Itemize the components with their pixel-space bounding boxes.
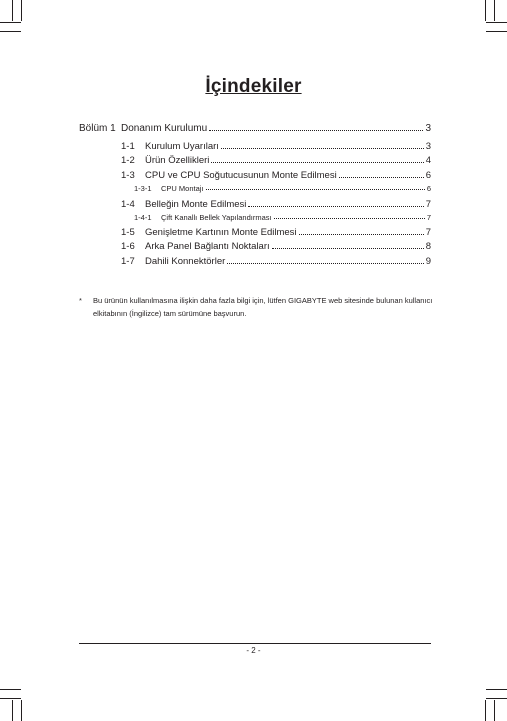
toc-entry-title: Kurulum Uyarıları [145,141,219,152]
toc-entry[interactable] [121,256,431,267]
toc-subentry[interactable] [134,184,431,193]
toc-entry-title: Genişletme Kartının Monte Edilmesi [145,227,297,238]
toc-entry-number: 1-2 [121,155,135,166]
toc-entry[interactable] [121,241,431,252]
toc-entry-number: 1-6 [121,241,135,252]
toc-entry-title: CPU Montajı [161,184,204,193]
toc-leader [206,188,425,190]
page-title: İçindekiler [205,76,302,97]
toc-leader [274,217,425,219]
toc-chapter-page: 3 [425,123,431,134]
toc-entry-page: 8 [425,241,431,252]
toc-entry-number: 1-1 [121,141,135,152]
toc-entry-page: 7 [425,227,431,238]
toc-entry-number: 1-7 [121,256,135,267]
toc-leader [339,176,424,178]
toc-leader [272,247,424,249]
toc-leader [299,233,424,235]
toc-entry[interactable] [121,141,431,152]
toc-entry-page: 7 [426,213,431,222]
toc-chapter[interactable] [79,123,431,134]
toc-entry-title: Çift Kanallı Bellek Yapılandırması [161,213,272,222]
footer-divider [79,643,431,644]
toc-entry-number: 1-4 [121,199,135,210]
toc-entry-title: Ürün Özellikleri [145,155,210,166]
toc-entry-page: 7 [425,199,431,210]
toc-entry-title: CPU ve CPU Soğutucusunun Monte Edilmesi [145,170,337,181]
toc-subentry[interactable] [134,213,431,222]
toc-entry-number: 1-3-1 [134,184,152,193]
toc-leader [209,129,423,131]
toc-entry-number: 1-4-1 [134,213,152,222]
toc-leader [211,161,423,163]
toc-entry-page: 9 [425,256,431,267]
toc-entry-title: Dahili Konnektörler [145,256,226,267]
footnote-text: Bu ürünün kullanılmasına ilişkin daha fazla bilgi için, lütfen GIGABYTE web sitesinde bulunan kullanıcı elkitabının (İngilizce) tam sürümüne başvurun. [93,296,433,318]
toc-leader [227,262,423,264]
page-number: - 2 - [246,646,261,655]
toc-entry-page: 6 [426,184,431,193]
toc-leader [248,205,423,207]
toc-entry[interactable] [121,199,431,210]
toc-entry-number: 1-5 [121,227,135,238]
toc-entry-number: 1-3 [121,170,135,181]
toc-entry-page: 6 [425,170,431,181]
toc-entry-title: Arka Panel Bağlantı Noktaları [145,241,270,252]
toc-chapter-title: Donanım Kurulumu [121,123,208,134]
toc-entry-page: 4 [425,155,431,166]
toc-leader [221,147,424,149]
toc-entry[interactable] [121,155,431,166]
toc-entry-page: 3 [425,141,431,152]
toc-entry-title: Belleğin Monte Edilmesi [145,199,247,210]
toc-entry[interactable] [121,227,431,238]
footnote-marker: * [79,296,82,305]
toc-chapter-label: Bölüm 1 [79,123,116,134]
toc-entry[interactable] [121,170,431,181]
